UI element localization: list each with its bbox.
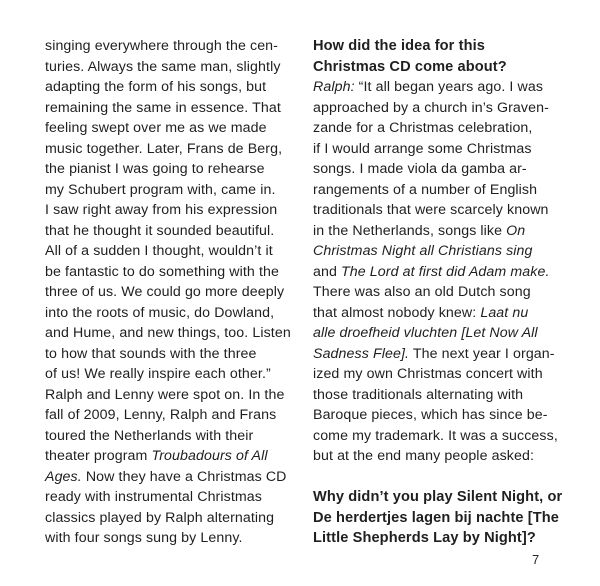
text-line: with four songs sung by Lenny.	[45, 530, 243, 546]
text-line: into the roots of music, do Dowland,	[45, 304, 275, 321]
text-line: of us! We really inspire each other.”	[45, 366, 271, 382]
text-run: and	[313, 263, 342, 280]
text-line: come my trademark. It was a success,	[313, 427, 558, 444]
text-line: I saw right away from his expression	[45, 202, 278, 218]
italic-title: Christmas Night all Christians sing	[313, 243, 533, 259]
question-heading: Little Shepherds Lay by Night]?	[313, 530, 536, 546]
italic-title: On	[506, 222, 526, 239]
text-line	[313, 221, 563, 242]
text-line: if I would arrange some Christmas	[313, 140, 532, 157]
text-line: classics played by Ralph alternating	[45, 509, 275, 526]
text-line	[313, 77, 563, 98]
left-text-column	[45, 36, 291, 549]
text-line: but at the end many people asked:	[313, 448, 534, 464]
text-run: Now they have a Christmas CD	[81, 468, 287, 485]
text-line: that he thought it sounded beautiful.	[45, 222, 275, 239]
italic-title: Ages.	[45, 468, 82, 485]
text-line: to how that sounds with the three	[45, 345, 257, 362]
text-line: feeling swept over me as we made	[45, 120, 267, 136]
text-line: singing everywhere through the cen-	[45, 38, 279, 54]
text-line: my Schubert program with, came in.	[45, 181, 276, 198]
text-line	[313, 344, 563, 365]
page-number: 7	[532, 552, 540, 567]
text-run: that almost nobody knew:	[313, 304, 481, 321]
text-line: Baroque pieces, which has since be-	[313, 407, 548, 423]
question-heading: Christmas CD come about?	[313, 58, 507, 75]
question-heading: De herdertjes lagen bij nachte [The	[313, 509, 559, 526]
paragraph-gap	[313, 467, 563, 488]
text-line: adapting the form of his songs, but	[45, 79, 267, 95]
text-line: Ralph and Lenny were spot on. In the	[45, 386, 285, 403]
text-run: The next year I organ-	[409, 345, 555, 362]
text-line	[45, 446, 285, 467]
right-text-column	[313, 36, 563, 549]
text-line: be fantastic to do something with the	[45, 263, 279, 280]
text-line: ready with instrumental Christmas	[45, 489, 262, 505]
italic-title: alle droefheid vluchten [Let Now All	[313, 325, 538, 341]
text-line: There was also an old Dutch song	[313, 284, 531, 300]
text-run: “It all began years ago. I was	[354, 79, 544, 95]
text-line: remaining the same in essence. That	[45, 99, 281, 116]
italic-title: Laat nu	[480, 304, 529, 321]
text-line: three of us. We could go more deeply	[45, 284, 285, 300]
text-line: turies. Always the same man, slightly	[45, 58, 281, 75]
text-line: traditionals that were scarcely known	[313, 202, 549, 218]
text-line: fall of 2009, Lenny, Ralph and Frans	[45, 407, 277, 423]
text-run: in the Netherlands, songs like	[313, 222, 507, 239]
text-line: ized my own Christmas concert with	[313, 366, 543, 382]
text-line	[313, 303, 563, 324]
text-line	[45, 467, 285, 488]
text-line: All of a sudden I thought, wouldn’t it	[45, 243, 273, 259]
text-line: toured the Netherlands with their	[45, 427, 254, 444]
text-line: and Hume, and new things, too. Listen	[45, 325, 291, 341]
text-line: the pianist I was going to rehearse	[45, 161, 265, 177]
question-heading: How did the idea for this	[313, 38, 485, 54]
text-line: rangements of a number of English	[313, 181, 538, 198]
italic-title: Troubadours of All	[151, 448, 268, 464]
text-line: those traditionals alternating with	[313, 386, 524, 403]
text-line	[313, 262, 563, 283]
italic-title: Sadness Flee].	[313, 345, 410, 362]
speaker-label: Ralph:	[313, 79, 355, 95]
text-run: theater program	[45, 448, 152, 464]
question-heading: Why didn’t you play Silent Night, or	[313, 489, 563, 505]
text-line: approached by a church in’s Graven-	[313, 99, 549, 116]
text-line: songs. I made viola da gamba ar-	[313, 161, 527, 177]
text-line: zande for a Christmas celebration,	[313, 120, 533, 136]
text-line: music together. Later, Frans de Berg,	[45, 140, 283, 157]
italic-title: The Lord at first did Adam make.	[341, 263, 550, 280]
